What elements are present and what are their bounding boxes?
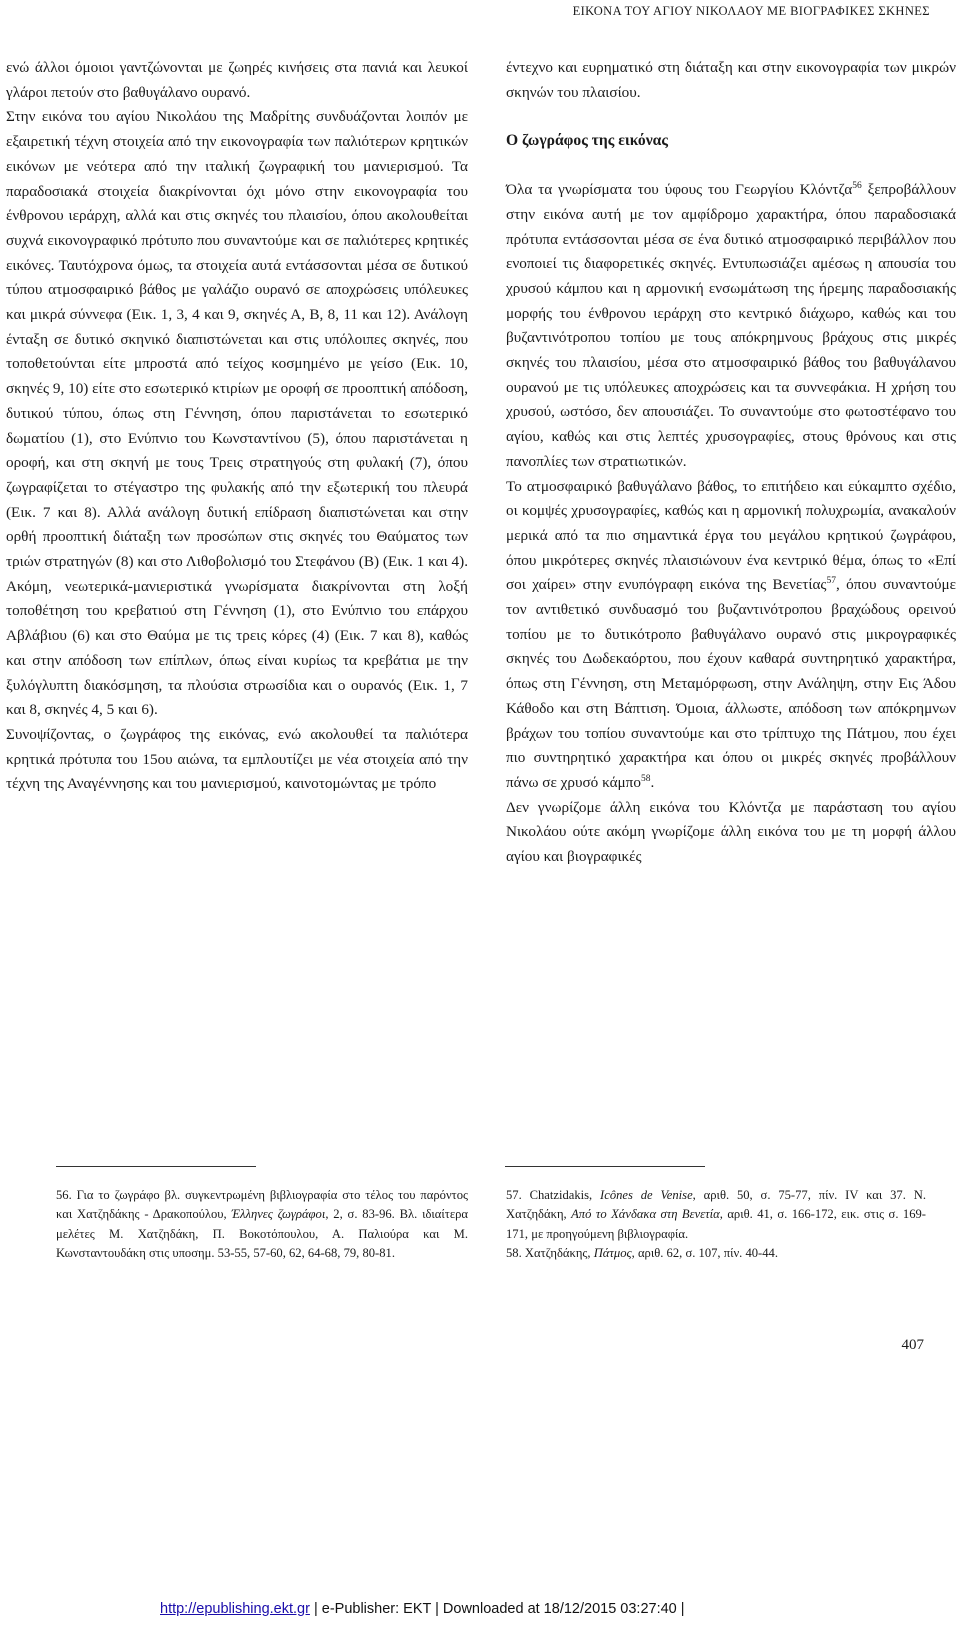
download-line bbox=[160, 1601, 685, 1617]
footnote-56-title: Έλληνες ζωγράφοι bbox=[231, 1207, 326, 1222]
footnote-ref-56[interactable]: 56 bbox=[852, 181, 862, 192]
footnote-58 bbox=[506, 1244, 926, 1263]
page-number: 407 bbox=[901, 1337, 924, 1353]
footnote-56 bbox=[56, 1186, 468, 1264]
footnote-58-title: Πάτμος bbox=[593, 1246, 632, 1261]
left-paragraph-2: Στην εικόνα του αγίου Νικολάου της Μαδρίτης συνδυάζονται λοιπόν με εξαιρετική τέχνη στοιχεία από την εικονογραφία των παλιότερων κρητικών εικόνων με νεότερα από την ιταλική ζωγραφική του μανιερισμού. Τα παραδοσιακά στοιχεία διακρίνονται όχι μόνο στην εικονογραφία του ένθρονου ιεράρχη, αλλά και στις σκηνές του πλαισίου, όπου ακολουθείται συχνά εικονογραφικό πρότυπο που συναντούμε και σε παλιότερες κρητικές εικόνες. Ταυτόχρονα όμως, τα στοιχεία αυτά εντάσσονται μέσα σε δυτικού τύπου ατμοσφαιρικό βάθος με γαλάζιο ουρανό σε αποχρώσεις υπόλευκες και μικρά σύννεφα (Εικ. 1, 3, 4 και 9, σκηνές Α, Β, 8, 11 και 12). Ανάλογη ένταξη σε δυτικό σκηνικό διαπιστώνεται και στις υπόλοιπες σκηνές, που τοποθετούνται είτε μπροστά από τείχος κοσμημένο με γείσο (Εικ. 10, σκηνές 9, 10) είτε στο εσωτερικό κτιρίων με οροφή σε προοπτική απόδοση, δυτικού τύπου, όπως στη Γέννηση, όπου παριστάνεται το εσωτερικό δωματίου (1), στο Ενύπνιο του Κωνσταντίνου (5), όπου παριστάνεται η οροφή, και στη σκηνή με τους Τρεις στρατηγούς στη φυλακή (7), όπου ζωγραφίζεται το στέγαστρο της φυλακής από την εξωτερική του πλευρά (Εικ. 7 και 8). Αλλά ανάλογη δυτική επίδραση διαπιστώνεται και στην ορθή προοπτική διάταξη των προσώπων στις σκηνές του Θαύματος των τριών στρατηγών (8) και στο Λιθοβολισμό του Στεφάνου (Β) (Εικ. 1 και 4). Ακόμη, νεωτερικά-μανιεριστικά γνωρίσματα διακρίνονται στη λοξή τοποθέτηση του κρεβατιού στη Γέννηση (1), στο Ενύπνιο του επάρχου Αβλάβιου (6) και στο Θαύμα με τις τρεις κόρες (4) (Εικ. 7 και 8), καθώς και στην απόδοση των επίπλων, όπως είναι κυρίως τα κρεβάτια με την ξυλόγλυπτη διακόσμηση, τα πλούσια στρωσίδια και ο ουρανός (Εικ. 1, 7 και 8, σκηνές 4, 5 και 6). bbox=[6, 108, 468, 719]
right-column bbox=[506, 56, 956, 870]
footnote-57-text-a: 57. Chatzidakis, bbox=[506, 1188, 601, 1202]
right-paragraph-4: Δεν γνωρίζομε άλλη εικόνα του Κλόντζα με παράσταση του αγίου Νικολάου ούτε ακόμη γνωρίζομε άλλη εικόνα του με τη μορφή άλλου αγίου και βιογραφικές bbox=[506, 798, 956, 866]
footnote-rule-right bbox=[505, 1166, 705, 1167]
right-paragraph-1: έντεχνο και ευρηματικό στη διάταξη και στην εικονογραφία των μικρών σκηνών του πλαισίου. bbox=[506, 59, 956, 101]
right-paragraph-3 bbox=[506, 475, 956, 796]
left-column bbox=[6, 56, 468, 797]
right-paragraph-2-text-b: ξεπροβάλλουν στην εικόνα αυτή με τον αμφίδρομο χαρακτήρα, όπου παραδοσιακά πρότυπα εντάσσονται μέσα σε ένα δυτικό ατμοσφαιρικό περιβάλλον που ενοποιεί τις διαφορετικές σκηνές. Εντυπωσιάζει αμέσως η απουσία του χρυσού κάμπου και η αρμονική ενσωμάτωση της ήρεμης παραδοσιακής μορφής του ένθρονου ιεράρχη στο κεντρικό διάχωρο, καθώς και του βυζαντινότροπου τοπίου με τους απόκρημνους βράχους στις μικρές σκηνές του πλαισίου, μέσα στο ατμοσφαιρικό βάθος του βαθυγάλανου ουρανού με τις υπόλευκες αποχρώσεις και τα συννεφάκια. Η χρήση του χρυσού, ωστόσο, δεν απουσιάζει. Το συναντούμε στο φωτοστέφανο του αγίου, καθώς και στις λεπτές χρυσογραφίες, στους θρόνους και στις πανοπλίες των στρατιωτικών. bbox=[506, 181, 956, 470]
right-paragraph-3-text-a: Το ατμοσφαιρικό βαθυγάλανο βάθος, το επιτήδειο και εύκαμπτο σχέδιο, οι κομψές χρυσογραφίες, καθώς και η αρμονική πολυχρωμία, ανακαλούν μερικά από τα πιο σημαντικά έργα του μεγάλου κρητικού ζωγράφου, όπου μικρότερες σκηνές πλαισιώνουν ένα κεντρικό θέμα, όπως το «Επί σοι χαίρει» στην ενυπόγραφη εικόνα της Βενετίας bbox=[506, 477, 956, 594]
footnote-57-title: Icônes de Venise bbox=[600, 1188, 693, 1202]
footnote-58-text-a: 58. Χατζηδάκης, bbox=[506, 1246, 594, 1261]
left-paragraph-3: Συνοψίζοντας, ο ζωγράφος της εικόνας, ενώ ακολουθεί τα παλιότερα κρητικά πρότυπα του 15ου αιώνα, τα εμπλουτίζει με νέα στοιχεία από την τέχνη της Αναγέννησης και του μανιερισμού, καινοτομώντας με τρόπο bbox=[6, 725, 468, 793]
footnote-ref-58[interactable]: 58 bbox=[640, 773, 651, 784]
right-paragraph-2-text-a: Όλα τα γνωρίσματα του ύφους του Γεωργίου Κλόντζα bbox=[506, 181, 853, 199]
left-paragraph-1: ενώ άλλοι όμοιοι γαντζώνονται με ζωηρές κινήσεις στα πανιά και λευκοί γλάροι πετούν στο βαθυγάλανο ουρανό. bbox=[6, 59, 468, 101]
running-head: ΕΙΚΟΝΑ ΤΟΥ ΑΓΙΟΥ ΝΙΚΟΛΑΟΥ ΜΕ ΒΙΟΓΡΑΦΙΚΕΣ ΣΚΗΝΕΣ bbox=[572, 4, 930, 18]
epublishing-link[interactable]: http://epublishing.ekt.gr bbox=[160, 1601, 310, 1617]
footnotes-right bbox=[506, 1186, 926, 1264]
footnote-56-text-a: 56. Για το ζωγράφο βλ. συγκεντρωμένη βιβλιογραφία στο τέλος του παρόντος και Χατζηδάκης - Δρακοπούλου, bbox=[56, 1188, 468, 1222]
footnote-57-title-2: Από το Χάνδακα στη Βενετία bbox=[571, 1207, 720, 1222]
footnote-rule-left bbox=[56, 1166, 256, 1167]
footnotes-left bbox=[56, 1186, 468, 1264]
right-paragraph-2 bbox=[506, 178, 956, 474]
download-info: | e-Publisher: EKT | Downloaded at 18/12/2015 03:27:40 | bbox=[309, 1601, 685, 1617]
footnote-58-text-b: , αριθ. 62, σ. 107, πίν. 40-44. bbox=[631, 1246, 778, 1261]
footnote-57-text-c: , αριθ. 41, σ. 166-172, εικ. στις σ. 169-171, με προηγούμενη βιβλιογραφία. bbox=[506, 1207, 926, 1241]
footnote-ref-57[interactable]: 57 bbox=[826, 576, 836, 587]
footnote-57 bbox=[506, 1186, 926, 1244]
right-paragraph-3-text-b: , όπου συναντούμε τον αντιθετικό συνδυασμό του βυζαντινότροπου βραχώδους ορεινού τοπίου με το δυτικότροπο βαθυγάλανο ουρανό στις μικρογραφικές σκηνές του Δωδεκαόρτου, που έχουν καθαρά συντηρητικό χαρακτήρα, όπως στη Γέννηση, στη Μεταμόρφωση, στην Ανάληψη, στην Εις Άδου Κάθοδο και στη Βάπτιση. Όμοια, άλλωστε, απόδοση των απόκρημνων βράχων του τοπίου συναντούμε και στο τρίπτυχο της Πάτμου, που έχει πιο συντηρητικό χαρακτήρα και όπου οι μικρές σκηνές προβάλλουν πάνω σε χρυσό κάμπο bbox=[506, 576, 956, 791]
footnote-56-text-b: , 2, σ. 83-96. Βλ. ιδιαίτερα μελέτες Μ. Χατζηδάκη, Π. Βοκοτόπουλου, Α. Παλιούρα και Μ. Κωνσταντουδάκη στις υποσημ. 53-55, 57-60, 62, 64-68, 79, 80-81. bbox=[56, 1207, 469, 1261]
footnote-57-text-b: , αριθ. 50, σ. 75-77, πίν. IV και 37. Ν. Χατζηδάκη, bbox=[506, 1188, 926, 1222]
right-paragraph-3-text-c: . bbox=[650, 773, 655, 791]
section-heading: Ο ζωγράφος της εικόνας bbox=[506, 132, 668, 150]
